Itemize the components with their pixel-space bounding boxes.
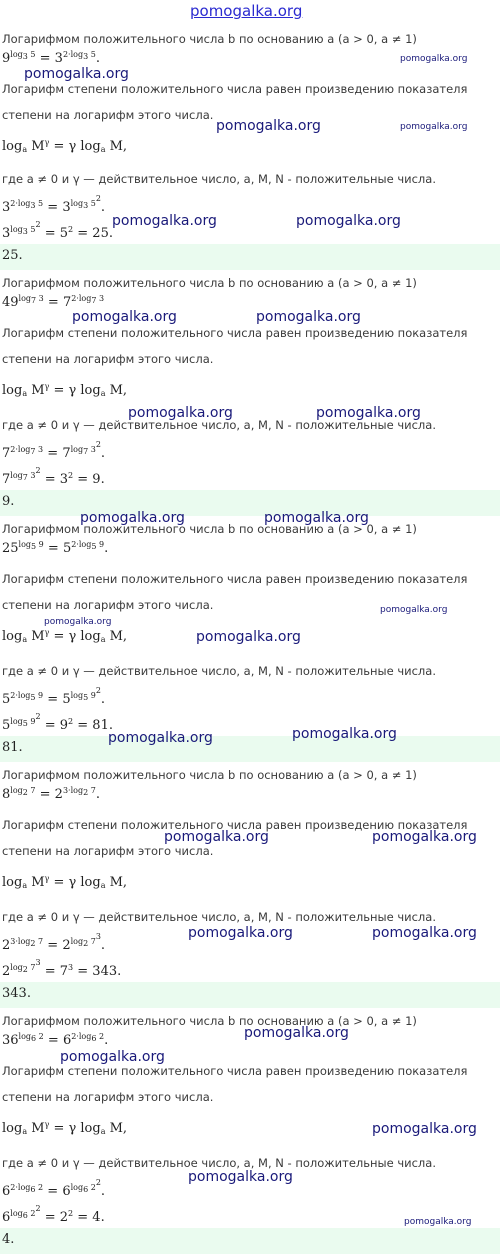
rule-text-line2: степени на логарифм этого числа.: [2, 844, 214, 858]
watermark: pomogalka.org: [108, 730, 213, 746]
definition-text: Логарифмом положительного числа b по основанию a (a > 0, a ≠ 1): [2, 276, 417, 290]
step-2: $7^{log_7 3^2} = 3^2 = 9$.: [2, 466, 105, 487]
log-power-formula: $\log_a M^\gamma = \gamma$ $\log_a M$,: [2, 1120, 128, 1136]
conditions-text: где a ≠ 0 и γ — действительное число, a, M, N - положительные числа.: [2, 1156, 436, 1170]
answer-value: 25.: [2, 248, 23, 263]
watermark: pomogalka.org: [72, 309, 177, 325]
step-1: $5^{2\cdot log_5 9} = 5^{log_5 9^2}$.: [2, 686, 106, 707]
watermark: pomogalka.org: [196, 629, 301, 645]
step-1: $2^{3\cdot log_2 7} = 2^{log_2 7^3}$.: [2, 932, 106, 953]
rule-text-line2: степени на логарифм этого числа.: [2, 352, 214, 366]
watermark: pomogalka.org: [24, 66, 129, 82]
watermark: pomogalka.org: [372, 829, 477, 845]
given-expression: $8^{log_2 7} = 2^{3\cdot log_2 7}$.: [2, 786, 100, 802]
answer-row: [0, 490, 500, 516]
watermark: pomogalka.org: [188, 925, 293, 941]
watermark: pomogalka.org: [112, 213, 217, 229]
definition-text: Логарифмом положительного числа b по основанию a (a > 0, a ≠ 1): [2, 522, 417, 536]
watermark: pomogalka.org: [292, 726, 397, 742]
watermark: pomogalka.org: [216, 118, 321, 134]
rule-text-line1: Логарифм степени положительного числа равен произведению показателя: [2, 572, 468, 586]
definition-text: Логарифмом положительного числа b по основанию a (a > 0, a ≠ 1): [2, 32, 417, 46]
answer-row: [0, 736, 500, 762]
given-expression: $25^{log_5 9} = 5^{2\cdot log_5 9}$.: [2, 540, 109, 556]
log-power-formula: $\log_a M^\gamma = \gamma$ $\log_a M$,: [2, 382, 128, 398]
watermark: pomogalka.org: [80, 510, 185, 526]
conditions-text: где a ≠ 0 и γ — действительное число, a, M, N - положительные числа.: [2, 910, 436, 924]
conditions-text: где a ≠ 0 и γ — действительное число, a, M, N - положительные числа.: [2, 664, 436, 678]
given-expression: $9^{log_3 5} = 3^{2\cdot log_3 5}$.: [2, 50, 100, 66]
log-power-formula: $\log_a M^\gamma = \gamma$ $\log_a M$,: [2, 138, 128, 154]
watermark: pomogalka.org: [372, 925, 477, 941]
given-expression: $36^{log_6 2} = 6^{2\cdot log_6 2}$.: [2, 1032, 109, 1048]
answer-value: 81.: [2, 740, 23, 755]
answer-row: [0, 982, 500, 1008]
definition-text: Логарифмом положительного числа b по основанию a (a > 0, a ≠ 1): [2, 1014, 417, 1028]
rule-text-line2: степени на логарифм этого числа.: [2, 598, 214, 612]
watermark: pomogalka.org: [264, 510, 369, 526]
watermark: pomogalka.org: [296, 213, 401, 229]
conditions-text: где a ≠ 0 и γ — действительное число, a, M, N - положительные числа.: [2, 172, 436, 186]
log-power-formula: $\log_a M^\gamma = \gamma$ $\log_a M$,: [2, 874, 128, 890]
watermark: pomogalka.org: [188, 1169, 293, 1185]
step-1: $3^{2\cdot log_3 5} = 3^{log_3 5^2}$.: [2, 194, 106, 215]
step-2: $3^{log_3 5^2} = 5^2 = 25$.: [2, 220, 113, 241]
answer-row: [0, 244, 500, 270]
watermark: pomogalka.org: [404, 1217, 472, 1227]
rule-text-line1: Логарифм степени положительного числа равен произведению показателя: [2, 326, 468, 340]
rule-text-line2: степени на логарифм этого числа.: [2, 1090, 214, 1104]
watermark: pomogalka.org: [128, 405, 233, 421]
rule-text-line2: степени на логарифм этого числа.: [2, 108, 214, 122]
step-1: $7^{2\cdot log_7 3} = 7^{log_7 3^2}$.: [2, 440, 106, 461]
answer-value: 9.: [2, 494, 15, 509]
rule-text-line1: Логарифм степени положительного числа равен произведению показателя: [2, 818, 468, 832]
rule-text-line1: Логарифм степени положительного числа равен произведению показателя: [2, 1064, 468, 1078]
watermark: pomogalka.org: [44, 617, 112, 627]
site-watermark-top[interactable]: pomogalka.org: [190, 2, 303, 20]
step-2: $6^{log_6 2^2} = 2^2 = 4$.: [2, 1204, 105, 1225]
watermark: pomogalka.org: [380, 605, 448, 615]
watermark: pomogalka.org: [316, 405, 421, 421]
given-expression: $49^{log_7 3} = 7^{2\cdot log_7 3}$: [2, 294, 105, 310]
watermark: pomogalka.org: [244, 1025, 349, 1041]
log-power-formula: $\log_a M^\gamma = \gamma$ $\log_a M$,: [2, 628, 128, 644]
definition-text: Логарифмом положительного числа b по основанию a (a > 0, a ≠ 1): [2, 768, 417, 782]
answer-value: 343.: [2, 986, 31, 1001]
rule-text-line1: Логарифм степени положительного числа равен произведению показателя: [2, 82, 468, 96]
watermark: pomogalka.org: [164, 829, 269, 845]
conditions-text: где a ≠ 0 и γ — действительное число, a, M, N - положительные числа.: [2, 418, 436, 432]
watermark: pomogalka.org: [60, 1049, 165, 1065]
answer-row: [0, 1228, 500, 1254]
step-2: $2^{log_2 7^3} = 7^3 = 343$.: [2, 958, 122, 979]
answer-value: 4.: [2, 1232, 15, 1247]
step-2: $5^{log_5 9^2} = 9^2 = 81$.: [2, 712, 113, 733]
watermark: pomogalka.org: [400, 122, 468, 132]
watermark: pomogalka.org: [256, 309, 361, 325]
watermark: pomogalka.org: [400, 54, 468, 64]
step-1: $6^{2\cdot log_6 2} = 6^{log_6 2^2}$.: [2, 1178, 106, 1199]
watermark: pomogalka.org: [372, 1121, 477, 1137]
